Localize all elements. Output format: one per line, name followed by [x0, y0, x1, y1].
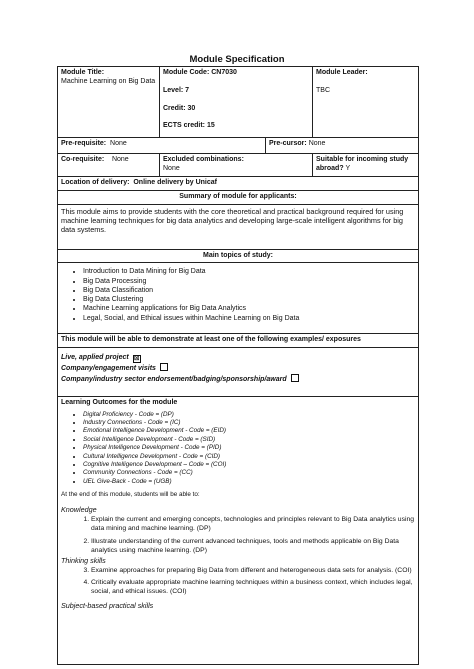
examples-heading: This module will be able to demonstrate at least one of the following examples/ exposures	[58, 334, 419, 348]
incoming-value: Y	[345, 164, 351, 172]
incoming-label: Suitable for incoming study abroad?	[316, 156, 409, 172]
checkbox-icon	[291, 374, 299, 382]
excluded-value: None	[163, 164, 180, 172]
precursor-label: Pre-cursor:	[269, 140, 307, 147]
credit: Credit: 30	[163, 104, 196, 112]
checkbox-icon	[160, 363, 168, 371]
examples-row	[58, 348, 419, 397]
knowledge-label: Knowledge	[61, 505, 97, 515]
checked-box-icon: ☒	[133, 356, 140, 362]
examples-heading-row	[58, 334, 419, 348]
outcomes-row	[58, 397, 419, 665]
list-item: • Big Data Clustering	[83, 296, 415, 305]
prereq-cell	[58, 138, 266, 154]
outcomes-intro: At the end of this module, students will be able to:	[61, 491, 200, 499]
list-item: • Legal, Social, and Ethical issues within Machine Learning on Big Data	[83, 315, 415, 324]
outcomes-cell	[58, 397, 419, 665]
coreq-label: Co-requisite:	[61, 156, 105, 163]
prereq-row	[58, 138, 419, 154]
list-item: • Big Data Classification	[83, 287, 415, 296]
thinking-label: Thinking skills	[61, 555, 106, 565]
list-item: • UEL Give-Back - Code = (UGB)	[83, 478, 415, 486]
list-item: • Industry Connections - Code = (IC)	[83, 419, 415, 427]
topics-heading-row	[58, 249, 419, 263]
summary-text: This module aims to provide students with the core theoretical and practical background required for using machine learning techniques for big data analytics and developing large-scale intelligent algorithms for big data systems.	[58, 204, 419, 249]
header-row	[58, 67, 419, 138]
summary-heading-row	[58, 190, 419, 204]
list-item: 3. Examine approaches for preparing Big Data from different and heterogeneous data sets for analysis. (COI)	[91, 567, 415, 576]
prereq-value: None	[110, 140, 127, 147]
list-item: • Cognitive Intelligence Development – Code = (COI)	[83, 461, 415, 469]
example-live-project	[61, 354, 415, 363]
example-company-visits	[61, 363, 415, 374]
list-item: • Social Intelligence Development - Code = (SID)	[83, 436, 415, 444]
precursor-value: None	[308, 140, 326, 147]
outcomes-heading: Learning Outcomes for the module	[61, 399, 178, 406]
module-code: Module Code: CN7030	[163, 69, 237, 76]
example-industry-endorsement	[61, 374, 415, 385]
list-item: • Community Connections - Code = (CC)	[83, 469, 415, 477]
level: Level: 7	[163, 86, 190, 94]
knowledge-list	[61, 516, 415, 555]
delivery-cell	[58, 177, 419, 191]
list-item: • Introduction to Data Mining for Big Data	[83, 268, 415, 277]
coreq-value: None	[111, 156, 129, 163]
examples-cell	[58, 348, 419, 397]
example-label: Live, applied project	[61, 354, 129, 361]
list-item: • Emotional Intelligence Development - Code = (EID)	[83, 427, 415, 435]
coreq-cell	[58, 154, 160, 177]
ects-credit: ECTS credit: 15	[163, 122, 215, 130]
summary-heading: Summary of module for applicants:	[58, 190, 419, 204]
prereq-label: Pre-requisite:	[61, 140, 107, 147]
practical-label: Subject-based practical skills	[61, 601, 154, 611]
module-code-cell	[160, 67, 313, 138]
module-leader-label: Module Leader:	[316, 69, 368, 76]
example-label: Company/engagement visits	[61, 365, 156, 372]
list-item: • Machine Learning applications for Big Data Analytics	[83, 305, 415, 314]
delivery-value: Online delivery by Unicaf	[133, 179, 217, 186]
module-leader-value: TBC	[316, 86, 330, 94]
incoming-cell	[313, 154, 419, 177]
list-item: 2. Illustrate understanding of the current advanced techniques, tools and methods applicable on Big Data analytics using machine learning. (DP)	[91, 538, 415, 556]
list-item: • Digital Proficiency - Code = (DP)	[83, 411, 415, 419]
page-title: Module Specification	[189, 54, 285, 65]
module-title-label: Module Title:	[61, 69, 105, 76]
list-item: • Big Data Processing	[83, 278, 415, 287]
list-item: • Physical Intelligence Development - Code = (PID)	[83, 444, 415, 452]
module-spec-table	[57, 66, 419, 665]
list-item: 4. Critically evaluate appropriate machine learning techniques within a business context, which includes legal, social, and ethical issues. (COI)	[91, 579, 415, 597]
outcome-codes-list	[61, 411, 415, 486]
excluded-cell	[160, 154, 313, 177]
delivery-row	[58, 177, 419, 191]
module-title-value: Machine Learning on Big Data	[61, 77, 156, 85]
precursor-cell	[266, 138, 419, 154]
module-leader-cell	[313, 67, 419, 138]
list-item: • Cultural Intelligence Development - Code = (CID)	[83, 453, 415, 461]
list-item: 1. Explain the current and emerging concepts, technologies and principles relevant to Big Data analytics using data mining and machine learning. (DP)	[91, 516, 415, 534]
topics-heading: Main topics of study:	[58, 249, 419, 263]
thinking-list	[61, 567, 415, 597]
delivery-label: Location of delivery:	[61, 179, 130, 186]
excluded-label: Excluded combinations:	[163, 156, 244, 163]
topics-list	[61, 268, 415, 323]
topics-cell	[58, 263, 419, 334]
module-title-cell	[58, 67, 160, 138]
example-label: Company/industry sector endorsement/badging/sponsorship/award	[61, 375, 287, 383]
summary-row	[58, 204, 419, 249]
coreq-row	[58, 154, 419, 177]
topics-row	[58, 263, 419, 334]
